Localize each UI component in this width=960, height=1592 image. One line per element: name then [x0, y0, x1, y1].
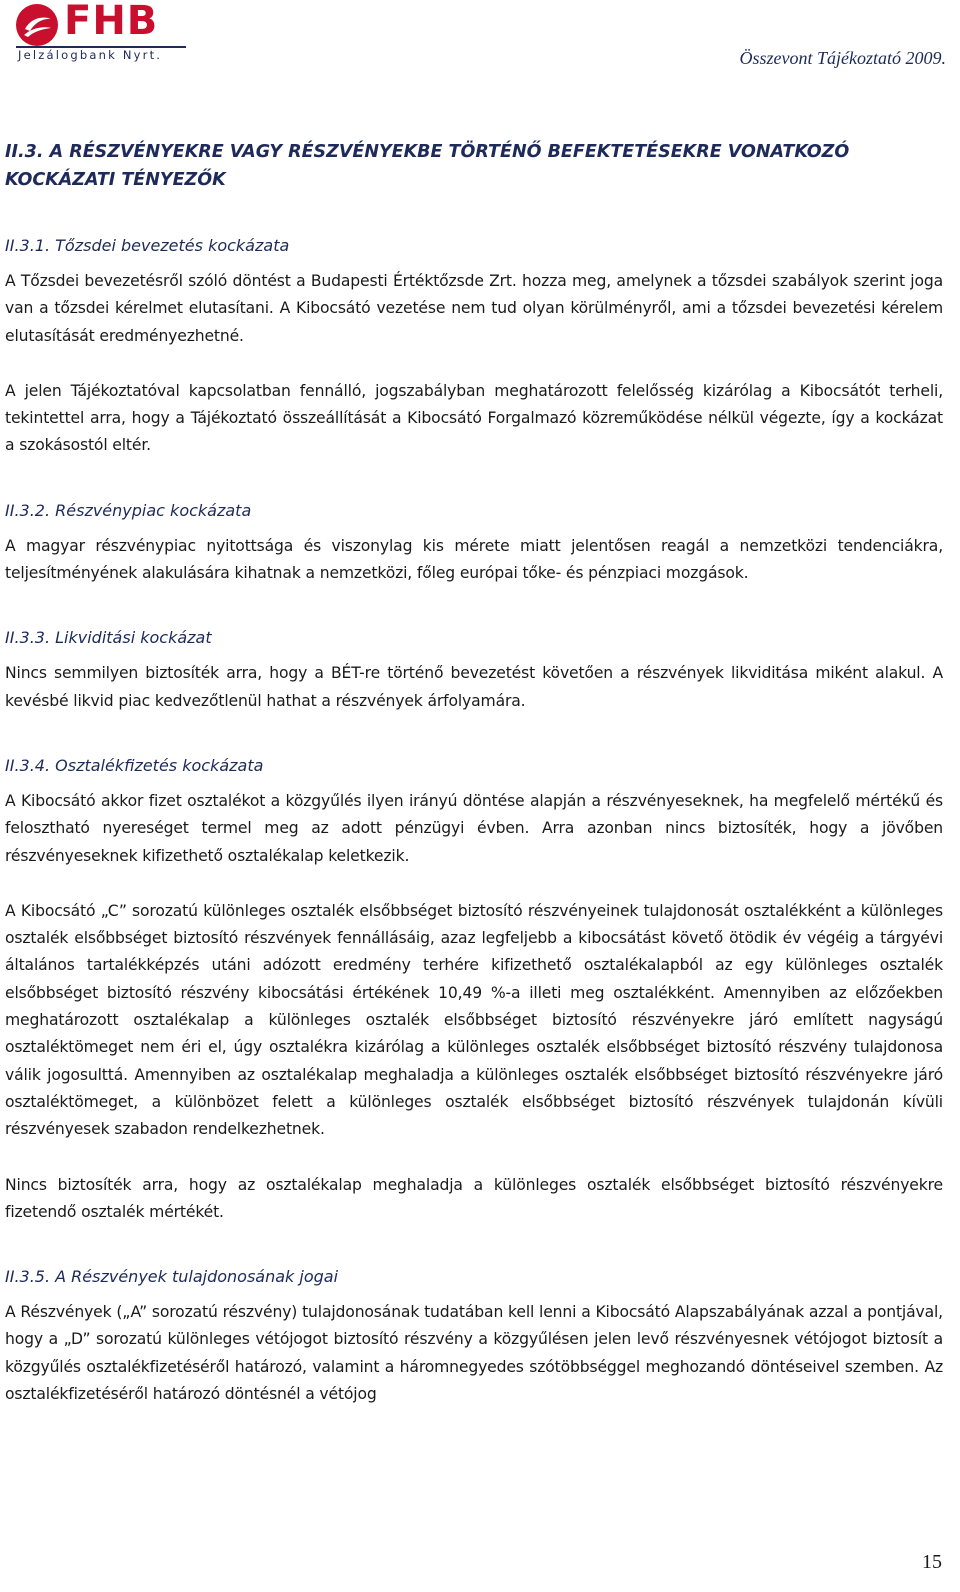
subsection-heading: II.3.3. Likviditási kockázat	[5, 628, 212, 648]
document-body	[5, 138, 943, 1408]
section-title: II.3. A RÉSZVÉNYEKRE VAGY RÉSZVÉNYEKBE TÖRTÉNŐ BEFEKTETÉSEKRE VONATKOZÓ KOCKÁZATI TÉNYEZŐK	[5, 142, 850, 190]
fhb-emblem-icon	[16, 4, 58, 46]
subsection-heading: II.3.2. Részvénypiac kockázata	[5, 500, 252, 520]
logo-subtitle: Jelzálogbank Nyrt.	[18, 48, 163, 62]
document-title: Összevont Tájékoztató 2009.	[739, 48, 946, 68]
paragraph: Nincs biztosíték arra, hogy az osztalékalap meghaladja a különleges osztalék elsőbbséget biztosító részvényekre fizetendő osztalék mértékét.	[5, 1175, 943, 1221]
paragraph: A jelen Tájékoztatóval kapcsolatban fennálló, jogszabályban meghatározott felelősség kizárólag a Kibocsátót terheli, tekintettel arra, hogy a Tájékoztató összeállítását a Kibocsátó Forgalmazó közreműködése nélkül végezte, így a kockázat a szokásostól eltér.	[5, 381, 943, 455]
fhb-logo	[14, 2, 186, 64]
paragraph: A Kibocsátó „C” sorozatú különleges osztalék elsőbbséget biztosító részvényeinek tulajdonosát osztalékként a különleges osztalék elsőbbséget biztosító részvények fennállásáig, azaz legfeljebb a kibocsátást követő ötödik év végéig a tárgyévi általános tartalékképzés utáni adózott eredmény terhére kifizethető osztalékalapból az egy különleges osztalék elsőbbséget biztosító részvény kibocsátási értékének 10,49 %-a illeti meg osztalékként. Amennyiben az előzőekben meghatározott osztalékalap a különleges osztalék elsőbbséget biztosító részvényekre járó említett nagyságú osztaléktömeget nem éri el, úgy osztalékra kizárólag a különleges osztalék elsőbbséget biztosító részvény tulajdonosa válik jogosulttá. Amennyiben az osztalékalap meghaladja a különleges osztalék elsőbbséget biztosító részvényekre járó osztaléktömeget, a különbözet felett a különleges osztalék elsőbbséget biztosító részvények tulajdonán kívüli részvényesek szabadon rendelkezhetnek.	[5, 901, 943, 1139]
paragraph: A Részvények („A” sorozatú részvény) tulajdonosának tudatában kell lenni a Kibocsátó Alapszabályának azzal a pontjával, hogy a „D” sorozatú különleges vétójogot biztosító részvény a közgyűlésen jelen levő részvényesnek vétójogot biztosít a közgyűlés osztalékfizetéséről határozó, valamint a háromnegyedes szótöbbséggel meghozandó döntéseivel szemben. Az osztalékfizetéséről határozó döntésnél a vétójog	[5, 1303, 943, 1404]
page-number: 15	[922, 1551, 942, 1573]
subsection-heading: II.3.1. Tőzsdei bevezetés kockázata	[5, 236, 290, 255]
paragraph: A Kibocsátó akkor fizet osztalékot a közgyűlés ilyen irányú döntése alapján a részvényeseknek, ha megfelelő mértékű és felosztható nyereséget termel meg az adott pénzügyi évben. Arra azonban nincs biztosíték, hogy a jövőben részvényeseknek kifizethető osztalékalap keletkezik.	[5, 791, 943, 865]
subsection-heading: II.3.4. Osztalékfizetés kockázata	[5, 755, 264, 775]
paragraph: Nincs semmilyen biztosíték arra, hogy a BÉT-re történő bevezetést követően a részvények likviditása miként alakul. A kevésbé likvid piac kedvezőtlenül hathat a részvények árfolyamára.	[5, 664, 943, 710]
logo-wordmark: FHB	[64, 0, 159, 44]
paragraph: A Tőzsdei bevezetésről szóló döntést a Budapesti Értéktőzsde Zrt. hozza meg, amelynek a tőzsdei szabályok szerint joga van a tőzsdei kérelmet elutasítani. A Kibocsátó vezetése nem tud olyan körülményről, ami a tőzsdei bevezetési kérelem elutasítását eredményezhetné.	[5, 272, 943, 345]
paragraph: A magyar részvénypiac nyitottsága és viszonylag kis mérete miatt jelentősen reagál a nemzetközi tendenciákra, teljesítményének alakulására kihatnak a nemzetközi, főleg európai tőke- és pénzpiaci mozgások.	[5, 536, 943, 583]
page-header	[0, 0, 960, 80]
subsection-heading: II.3.5. A Részvények tulajdonosának jogai	[5, 1267, 339, 1287]
